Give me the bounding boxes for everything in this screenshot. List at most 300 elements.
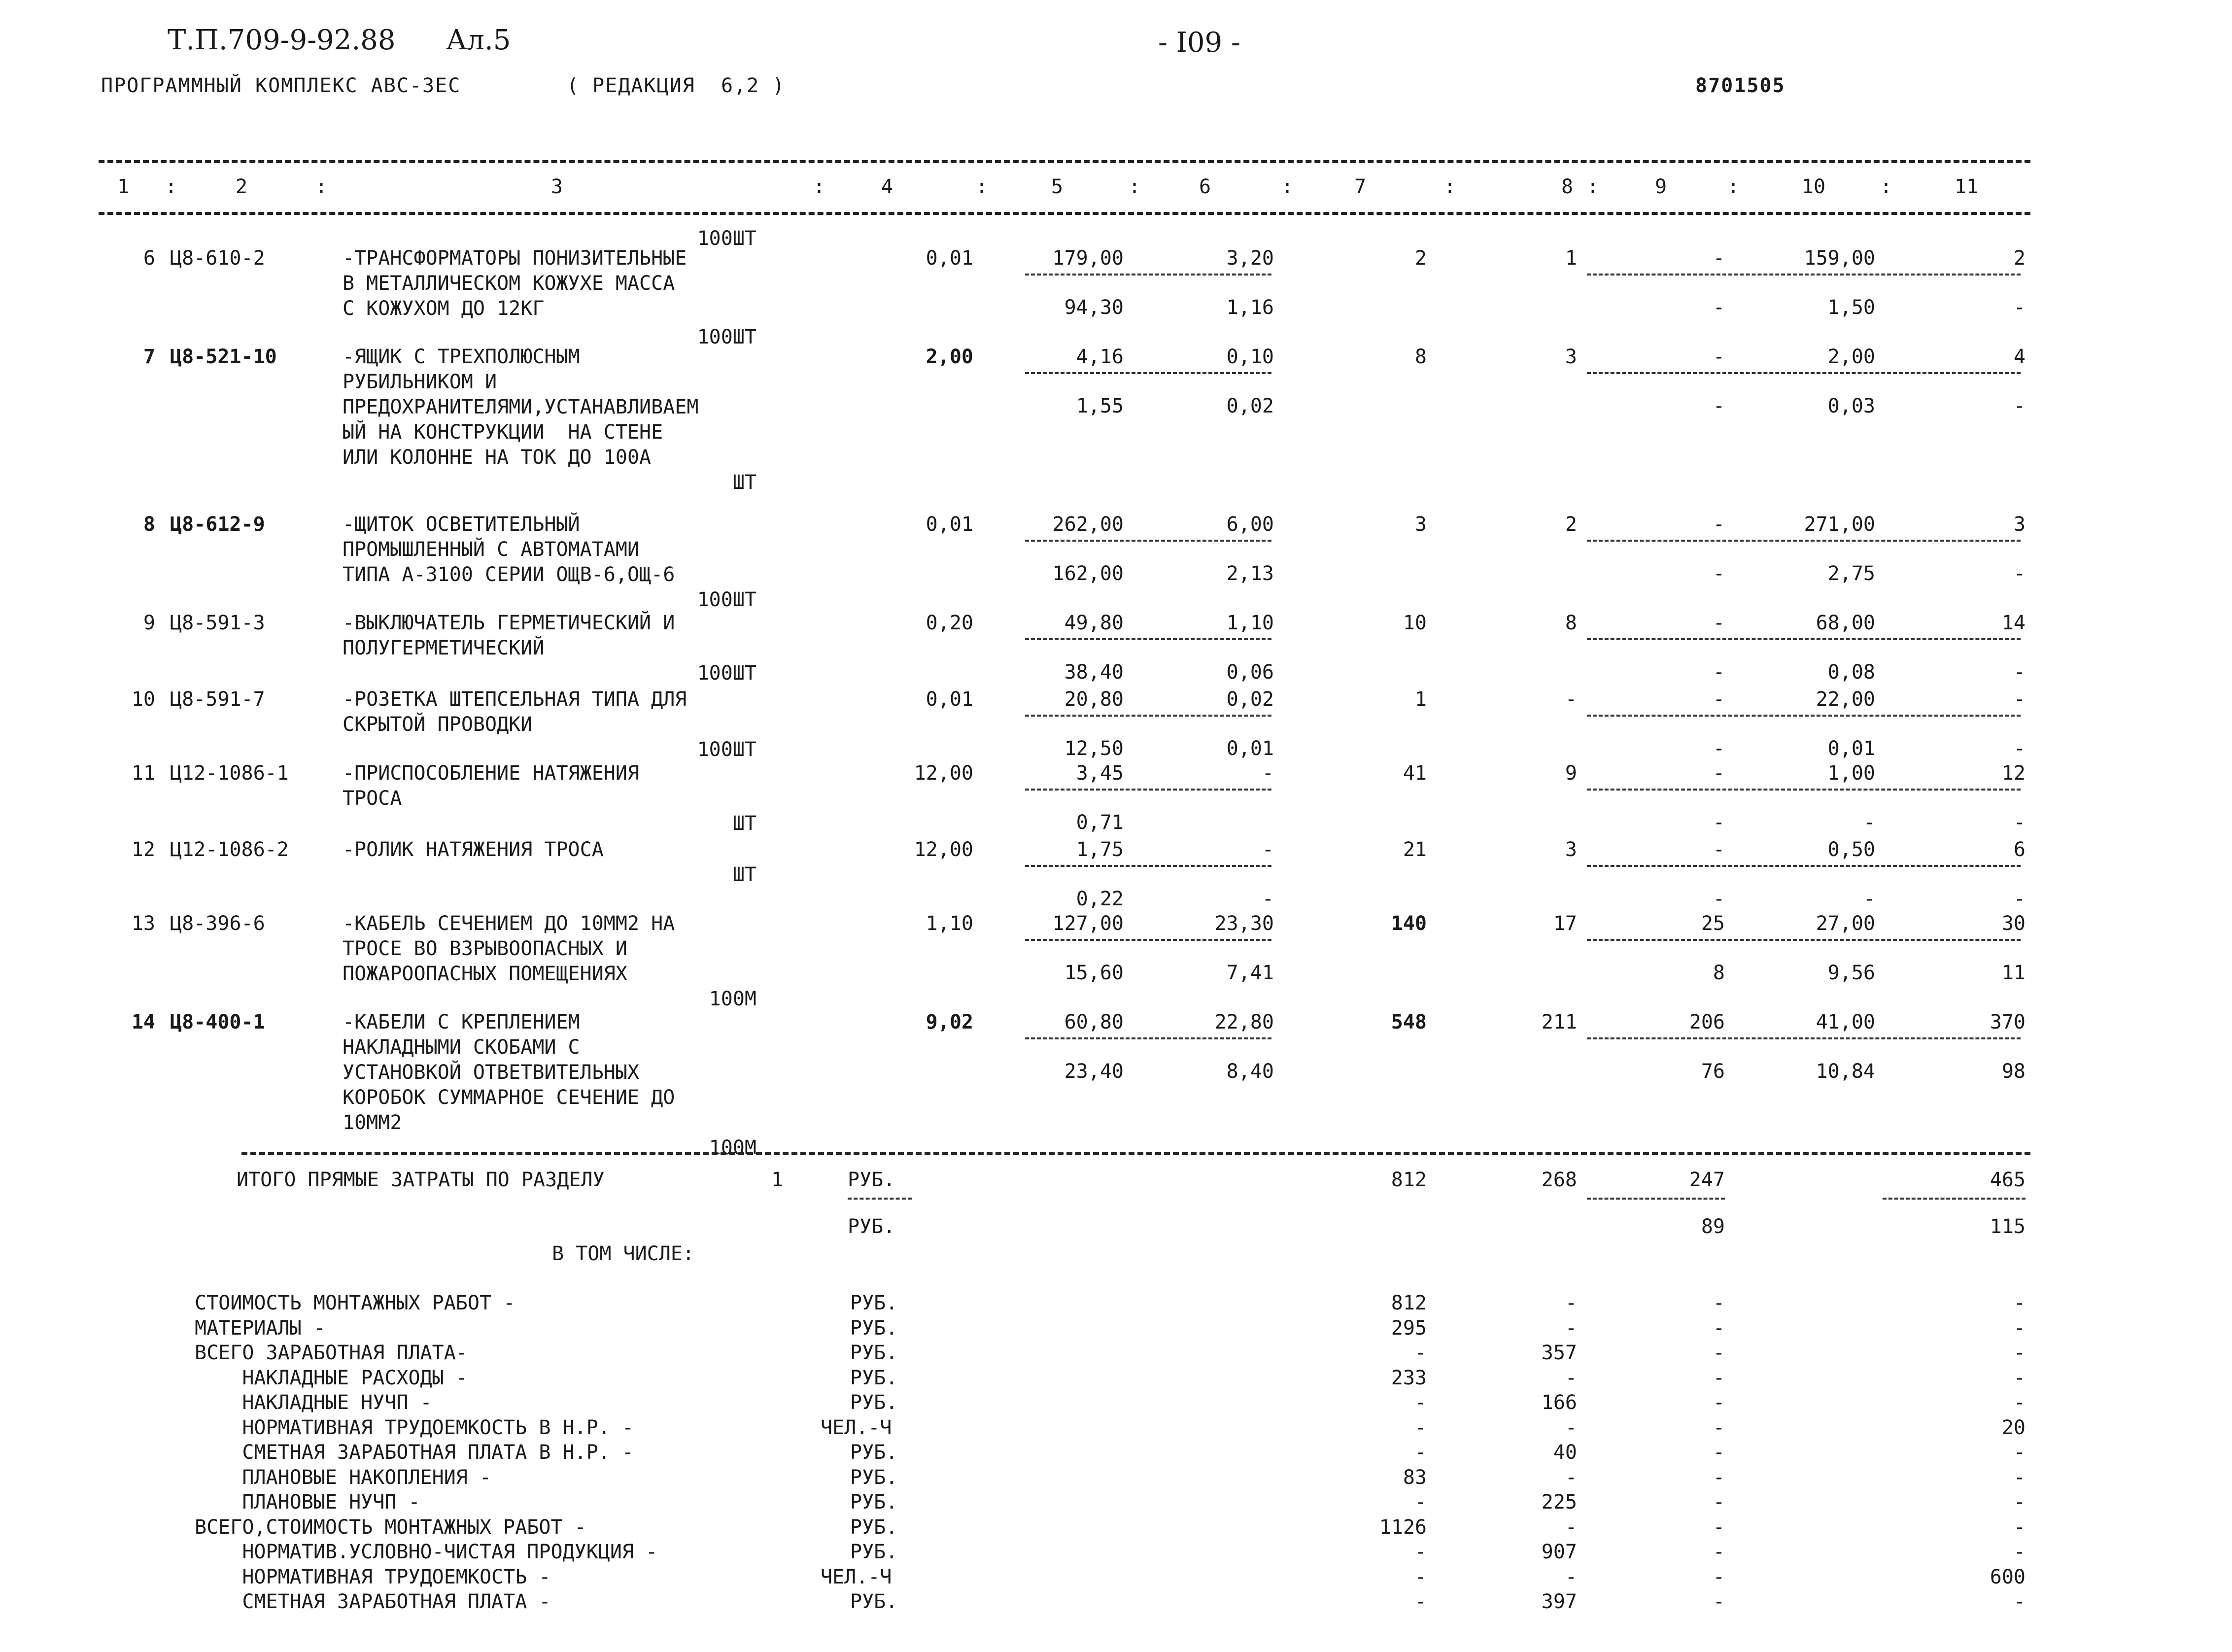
description-line: ЫЙ НА КОНСТРУКЦИИ НА СТЕНЕ: [343, 421, 663, 444]
summary-label: НОРМАТИВНАЯ ТРУДОЕМКОСТЬ В Н.Р. -: [195, 1416, 634, 1439]
summary-unit: РУБ.: [850, 1491, 898, 1514]
cell-col11-top: 3: [2013, 513, 2026, 536]
totals-section: 1: [771, 1169, 784, 1191]
totals-col9-top: 247: [1689, 1169, 1725, 1191]
unit-label: 100ШТ: [697, 662, 756, 685]
summary-unit: ЧЕЛ.-Ч: [821, 1416, 892, 1439]
cell-col11-top: 6: [2013, 838, 2026, 861]
summary-col7: 1126: [1379, 1516, 1427, 1539]
table-top-rule: [99, 160, 2030, 163]
cell-col5-bottom: 15,60: [1064, 962, 1124, 984]
row-number: 7: [143, 345, 155, 368]
cell-col9-bottom: -: [1713, 562, 1725, 585]
cell-col9-top: -: [1713, 345, 1725, 368]
summary-col9: -: [1713, 1541, 1725, 1563]
summary-col11: -: [2013, 1541, 2026, 1563]
cell-col9-bottom: -: [1713, 395, 1725, 417]
cell-quantity: 12,00: [914, 762, 973, 785]
summary-col8: 357: [1541, 1342, 1577, 1364]
cell-divider: [1587, 540, 2021, 542]
cell-col5-bottom: 12,50: [1064, 737, 1124, 760]
column-separator: :: [1444, 175, 1456, 198]
totals-unit: РУБ.: [848, 1215, 895, 1238]
summary-unit: РУБ.: [850, 1541, 898, 1563]
cell-col8: 8: [1565, 612, 1577, 634]
cell-quantity: 0,20: [926, 612, 973, 634]
row-number: 8: [143, 513, 155, 536]
cell-col11-top: -: [2013, 688, 2026, 711]
cell-col10-bottom: -: [1863, 811, 1875, 834]
summary-label: СМЕТНАЯ ЗАРАБОТНАЯ ПЛАТА В Н.Р. -: [195, 1441, 634, 1464]
summary-col9: -: [1713, 1516, 1725, 1539]
summary-col8: 397: [1541, 1590, 1577, 1613]
cell-col10-top: 159,00: [1804, 247, 1875, 270]
cell-col6-top: 3,20: [1226, 247, 1274, 270]
cell-col7: 8: [1414, 345, 1427, 368]
summary-col11: -: [2013, 1491, 2026, 1514]
summary-col8: -: [1565, 1516, 1577, 1539]
cell-col6-bottom: 0,06: [1226, 661, 1274, 684]
row-number: 14: [131, 1011, 155, 1033]
description-line: ИЛИ КОЛОННЕ НА ТОК ДО 100А: [343, 446, 652, 469]
row-number: 6: [143, 247, 155, 270]
cell-col6-top: -: [1262, 838, 1274, 861]
summary-col7: 812: [1391, 1292, 1427, 1314]
summary-label: ВСЕГО,СТОИМОСТЬ МОНТАЖНЫХ РАБОТ -: [195, 1516, 586, 1539]
summary-label: СМЕТНАЯ ЗАРАБОТНАЯ ПЛАТА -: [195, 1590, 551, 1613]
cell-col9-top: -: [1713, 838, 1725, 861]
cell-col7: 1: [1414, 688, 1427, 711]
cell-col5-top: 1,75: [1076, 838, 1124, 861]
summary-col7: -: [1414, 1491, 1427, 1514]
cell-col8: 9: [1565, 762, 1577, 785]
cell-col10-bottom: 0,01: [1827, 737, 1875, 760]
cell-col7: 41: [1403, 762, 1427, 785]
summary-unit: РУБ.: [850, 1342, 898, 1364]
row-number: 12: [131, 838, 155, 861]
cell-divider: [1587, 372, 2021, 374]
cell-col10-bottom: 1,50: [1827, 296, 1875, 319]
row-code: Ц8-612-9: [170, 513, 265, 536]
description-line: ПРОМЫШЛЕННЫЙ С АВТОМАТАМИ: [343, 538, 640, 561]
column-number: 7: [1354, 175, 1367, 198]
summary-col11: 600: [1990, 1566, 2026, 1588]
description-line: ПРЕДОХРАНИТЕЛЯМИ,УСТАНАВЛИВАЕМ: [343, 396, 699, 418]
cell-col10-top: 27,00: [1816, 912, 1875, 935]
cell-col7: 21: [1403, 838, 1427, 861]
description-line: ПОЖАРООПАСНЫХ ПОМЕЩЕНИЯХ: [343, 963, 627, 985]
summary-col8: 40: [1553, 1441, 1577, 1464]
summary-col7: -: [1414, 1566, 1427, 1588]
cell-divider: [1025, 789, 1271, 791]
summary-unit: РУБ.: [850, 1441, 898, 1464]
cell-divider: [1587, 865, 2021, 867]
cell-col6-bottom: 0,02: [1226, 395, 1274, 417]
summary-col11: -: [2013, 1292, 2026, 1314]
row-code: Ц8-591-3: [170, 612, 265, 634]
summary-col8: -: [1565, 1367, 1577, 1389]
summary-unit: РУБ.: [850, 1292, 898, 1314]
column-number: 9: [1654, 175, 1667, 198]
cell-col8: -: [1565, 688, 1577, 711]
column-number: 6: [1199, 175, 1211, 198]
summary-col9: -: [1713, 1590, 1725, 1613]
cell-quantity: 1,10: [926, 912, 973, 935]
totals-col8: 268: [1541, 1169, 1577, 1191]
cell-col5-bottom: 23,40: [1064, 1060, 1124, 1083]
cell-col9-bottom: -: [1713, 737, 1725, 760]
column-number: 11: [1954, 175, 1979, 198]
summary-col9: -: [1713, 1317, 1725, 1340]
cell-col9-bottom: -: [1713, 661, 1725, 684]
cell-col9-bottom: -: [1713, 296, 1725, 319]
cell-col11-bottom: -: [2013, 888, 2026, 910]
row-code: Ц8-396-6: [170, 912, 265, 935]
document-code: 8701505: [1695, 74, 1786, 97]
cell-col11-bottom: -: [2013, 395, 2026, 417]
summary-col9: -: [1713, 1466, 1725, 1489]
totals-col11-bottom: 115: [1990, 1215, 2026, 1238]
cell-col7: 140: [1391, 912, 1427, 935]
column-number: 2: [235, 175, 248, 198]
cell-col8: 2: [1565, 513, 1577, 536]
cell-col8: 3: [1565, 838, 1577, 861]
summary-col11: -: [2013, 1590, 2026, 1613]
cell-col11-bottom: -: [2013, 737, 2026, 760]
cell-col6-top: 23,30: [1214, 912, 1274, 935]
cell-divider: [1587, 789, 2021, 791]
summary-col9: -: [1713, 1441, 1725, 1464]
description-line: -ПРИСПОСОБЛЕНИЕ НАТЯЖЕНИЯ: [343, 762, 640, 785]
column-separator: :: [976, 175, 988, 198]
summary-col7: -: [1414, 1590, 1427, 1613]
row-number: 9: [143, 612, 155, 634]
cell-col11-bottom: -: [2013, 296, 2026, 319]
cell-col5-top: 262,00: [1052, 513, 1124, 536]
summary-col9: -: [1713, 1367, 1725, 1389]
cell-col10-top: 22,00: [1816, 688, 1875, 711]
cell-col7: 548: [1391, 1011, 1427, 1033]
description-line: -РОЗЕТКА ШТЕПСЕЛЬНАЯ ТИПА ДЛЯ: [343, 688, 687, 711]
summary-col11: -: [2013, 1391, 2026, 1414]
cell-divider: [1587, 638, 2021, 640]
summary-col7: -: [1414, 1391, 1427, 1414]
cell-col5-bottom: 1,55: [1076, 395, 1124, 417]
column-separator: :: [1880, 175, 1892, 198]
unit-label: 100ШТ: [697, 588, 756, 611]
cell-col6-bottom: 0,01: [1226, 737, 1274, 760]
unit-label: 100М: [709, 988, 756, 1010]
totals-col11-top: 465: [1990, 1169, 2026, 1191]
cell-col10-bottom: 0,08: [1827, 661, 1875, 684]
cell-col9-bottom: -: [1713, 811, 1725, 834]
column-separator: :: [1281, 175, 1294, 198]
row-code: Ц8-591-7: [170, 688, 265, 711]
cell-col8: 17: [1553, 912, 1577, 935]
cell-col10-top: 41,00: [1816, 1011, 1875, 1033]
summary-col11: -: [2013, 1516, 2026, 1539]
cell-col9-bottom: 76: [1701, 1060, 1725, 1083]
description-line: -КАБЕЛЬ СЕЧЕНИЕМ ДО 10ММ2 НА: [343, 912, 675, 935]
unit-label: 100ШТ: [697, 227, 756, 250]
cell-col11-top: 4: [2013, 345, 2026, 368]
summary-label: МАТЕРИАЛЫ -: [195, 1317, 325, 1340]
cell-col5-bottom: 0,71: [1076, 811, 1124, 834]
summary-col9: -: [1713, 1292, 1725, 1314]
summary-col11: 20: [2001, 1416, 2026, 1439]
summary-col8: 225: [1541, 1491, 1577, 1514]
cell-col10-bottom: 10,84: [1816, 1060, 1875, 1083]
cell-col10-bottom: 9,56: [1827, 962, 1875, 984]
cell-col6-bottom: 8,40: [1226, 1060, 1274, 1083]
doc-reference: Т.П.709-9-92.88: [168, 24, 396, 56]
cell-col8: 211: [1541, 1011, 1577, 1033]
cell-col6-top: 1,10: [1226, 612, 1274, 634]
description-line: -ЯЩИК С ТРЕХПОЛЮСНЫМ: [343, 345, 580, 368]
summary-col7: -: [1414, 1441, 1427, 1464]
cell-col10-top: 2,00: [1827, 345, 1875, 368]
summary-col9: -: [1713, 1391, 1725, 1414]
column-number: 4: [881, 175, 893, 198]
including-label: В ТОМ ЧИСЛЕ:: [552, 1242, 694, 1265]
totals-col7: 812: [1391, 1169, 1427, 1191]
column-number: 3: [550, 175, 563, 198]
cell-divider: [1025, 540, 1271, 542]
cell-divider: [1587, 1037, 2021, 1039]
unit-label: ШТ: [732, 812, 756, 835]
summary-col11: -: [2013, 1342, 2026, 1364]
program-name: ПРОГРАММНЫЙ КОМПЛЕКС АВС-3ЕС: [101, 74, 461, 97]
cell-divider: [1587, 1198, 1725, 1200]
description-line: 10ММ2: [343, 1111, 402, 1134]
cell-col5-top: 60,80: [1064, 1011, 1124, 1033]
program-edition: ( РЕДАКЦИЯ 6,2 ): [567, 74, 786, 97]
cell-col11-top: 30: [2001, 912, 2026, 935]
summary-unit: РУБ.: [850, 1391, 898, 1414]
cell-col7: 10: [1403, 612, 1427, 634]
summary-col7: -: [1414, 1416, 1427, 1439]
summary-col8: -: [1565, 1566, 1577, 1588]
cell-col7: 2: [1414, 247, 1427, 270]
summary-col7: -: [1414, 1541, 1427, 1563]
summary-col8: -: [1565, 1466, 1577, 1489]
description-line: -РОЛИК НАТЯЖЕНИЯ ТРОСА: [343, 838, 604, 861]
summary-label: НОРМАТИВ.УСЛОВНО-ЧИСТАЯ ПРОДУКЦИЯ -: [195, 1541, 658, 1563]
summary-col8: -: [1565, 1292, 1577, 1314]
totals-label: ИТОГО ПРЯМЫЕ ЗАТРАТЫ ПО РАЗДЕЛУ: [237, 1169, 605, 1191]
description-line: -ТРАНСФОРМАТОРЫ ПОНИЗИТЕЛЬНЫЕ: [343, 247, 687, 270]
cell-col9-top: -: [1713, 762, 1725, 785]
summary-label: ПЛАНОВЫЕ НАКОПЛЕНИЯ -: [195, 1466, 492, 1489]
totals-rule: [241, 1152, 2030, 1155]
cell-col9-bottom: -: [1713, 888, 1725, 910]
summary-col11: -: [2013, 1317, 2026, 1340]
summary-label: НАКЛАДНЫЕ НУЧП -: [195, 1391, 432, 1414]
cell-col10-bottom: 2,75: [1827, 562, 1875, 585]
summary-unit: РУБ.: [850, 1367, 898, 1389]
cell-divider: [1587, 939, 2021, 941]
cell-quantity: 9,02: [926, 1011, 973, 1033]
summary-label: НАКЛАДНЫЕ РАСХОДЫ -: [195, 1367, 468, 1389]
cell-col6-top: 0,02: [1226, 688, 1274, 711]
cell-col5-top: 127,00: [1052, 912, 1124, 935]
cell-divider: [1025, 939, 1271, 941]
cell-divider: [1025, 372, 1271, 374]
cell-col5-top: 3,45: [1076, 762, 1124, 785]
summary-col7: 233: [1391, 1367, 1427, 1389]
totals-col9-bottom: 89: [1701, 1215, 1725, 1238]
column-separator: :: [813, 175, 825, 198]
summary-label: СТОИМОСТЬ МОНТАЖНЫХ РАБОТ -: [195, 1292, 515, 1314]
cell-col5-top: 20,80: [1064, 688, 1124, 711]
cell-col6-top: 22,80: [1214, 1011, 1274, 1033]
cell-col9-bottom: 8: [1713, 962, 1725, 984]
cell-col8: 3: [1565, 345, 1577, 368]
cell-col10-bottom: -: [1863, 888, 1875, 910]
cell-quantity: 0,01: [926, 513, 973, 536]
description-line: УСТАНОВКОЙ ОТВЕТВИТЕЛЬНЫХ: [343, 1061, 640, 1084]
description-line: ТРОСЕ ВО ВЗРЫВООПАСНЫХ И: [343, 937, 627, 960]
summary-unit: РУБ.: [850, 1590, 898, 1613]
summary-label: НОРМАТИВНАЯ ТРУДОЕМКОСТЬ -: [195, 1566, 551, 1588]
description-line: С КОЖУХОМ ДО 12КГ: [343, 297, 545, 320]
cell-col11-bottom: -: [2013, 811, 2026, 834]
summary-col7: 295: [1391, 1317, 1427, 1340]
description-line: РУБИЛЬНИКОМ И: [343, 371, 497, 393]
page-number: - I09 -: [1158, 27, 1240, 59]
summary-label: ПЛАНОВЫЕ НУЧП -: [195, 1491, 420, 1514]
cell-col6-top: 6,00: [1226, 513, 1274, 536]
unit-label: 100ШТ: [697, 738, 756, 761]
summary-col9: -: [1713, 1342, 1725, 1364]
row-number: 10: [131, 688, 155, 711]
cell-col5-top: 179,00: [1052, 247, 1124, 270]
cell-quantity: 12,00: [914, 838, 973, 861]
cell-col6-top: -: [1262, 762, 1274, 785]
column-separator: :: [315, 175, 328, 198]
cell-col9-top: -: [1713, 513, 1725, 536]
row-code: Ц12-1086-2: [170, 838, 289, 861]
cell-col11-bottom: 11: [2001, 962, 2026, 984]
cell-col5-bottom: 0,22: [1076, 888, 1124, 910]
cell-col10-bottom: 0,03: [1827, 395, 1875, 417]
cell-col9-top: -: [1713, 247, 1725, 270]
cell-col5-bottom: 162,00: [1052, 562, 1124, 585]
cell-col11-top: 12: [2001, 762, 2026, 785]
unit-label: ШТ: [732, 471, 756, 494]
cell-col6-bottom: 1,16: [1226, 296, 1274, 319]
column-separator: :: [165, 175, 177, 198]
cell-quantity: 2,00: [926, 345, 973, 368]
cell-divider: [1025, 638, 1271, 640]
summary-unit: РУБ.: [850, 1516, 898, 1539]
row-code: Ц12-1086-1: [170, 762, 289, 785]
summary-col11: -: [2013, 1441, 2026, 1464]
description-line: -ЩИТОК ОСВЕТИТЕЛЬНЫЙ: [343, 513, 580, 536]
cell-col11-bottom: -: [2013, 562, 2026, 585]
summary-col9: -: [1713, 1566, 1725, 1588]
cell-quantity: 0,01: [926, 688, 973, 711]
cell-divider: [1025, 1037, 1271, 1039]
unit-label: ШТ: [732, 863, 756, 886]
cell-col11-top: 370: [1990, 1011, 2026, 1033]
cell-col10-top: 271,00: [1804, 513, 1875, 536]
cell-col10-top: 0,50: [1827, 838, 1875, 861]
cell-col11-bottom: -: [2013, 661, 2026, 684]
column-separator: :: [1129, 175, 1141, 198]
summary-col7: -: [1414, 1342, 1427, 1364]
summary-col8: -: [1565, 1317, 1577, 1340]
cell-col5-bottom: 38,40: [1064, 661, 1124, 684]
cell-divider: [1587, 715, 2021, 717]
description-line: ТИПА А-3100 СЕРИИ ОЩВ-6,ОЩ-6: [343, 563, 675, 586]
summary-unit: ЧЕЛ.-Ч: [821, 1566, 892, 1588]
description-line: ПОЛУГЕРМЕТИЧЕСКИЙ: [343, 637, 545, 659]
cell-divider: [1025, 274, 1271, 275]
description-line: КОРОБОК СУММАРНОЕ СЕЧЕНИЕ ДО: [343, 1086, 675, 1109]
row-number: 13: [131, 912, 155, 935]
description-line: В МЕТАЛЛИЧЕСКОМ КОЖУХЕ МАССА: [343, 272, 675, 295]
row-code: Ц8-521-10: [170, 345, 277, 368]
column-number: 8: [1561, 175, 1574, 198]
cell-col9-top: -: [1713, 612, 1725, 634]
album-label: Ал.5: [446, 24, 511, 56]
unit-label: 100М: [709, 1136, 756, 1159]
cell-col6-bottom: -: [1262, 888, 1274, 910]
summary-col8: 907: [1541, 1541, 1577, 1563]
description-line: -ВЫКЛЮЧАТЕЛЬ ГЕРМЕТИЧЕСКИЙ И: [343, 612, 675, 634]
cell-col5-bottom: 94,30: [1064, 296, 1124, 319]
cell-col6-bottom: 2,13: [1226, 562, 1274, 585]
summary-col11: -: [2013, 1466, 2026, 1489]
cell-col10-top: 1,00: [1827, 762, 1875, 785]
row-code: Ц8-400-1: [170, 1011, 265, 1033]
cell-divider: [1025, 715, 1271, 717]
column-number: 10: [1801, 175, 1826, 198]
summary-col8: 166: [1541, 1391, 1577, 1414]
column-number: 1: [117, 175, 130, 198]
cell-col5-top: 4,16: [1076, 345, 1124, 368]
description-line: ТРОСА: [343, 787, 402, 810]
cell-col6-top: 0,10: [1226, 345, 1274, 368]
cell-col9-top: 206: [1689, 1011, 1725, 1033]
cell-divider: [848, 1198, 912, 1200]
cell-col11-bottom: 98: [2001, 1060, 2026, 1083]
totals-unit: РУБ.: [848, 1169, 895, 1191]
summary-unit: РУБ.: [850, 1466, 898, 1489]
column-separator: :: [1727, 175, 1740, 198]
summary-unit: РУБ.: [850, 1317, 898, 1340]
column-number: 5: [1051, 175, 1064, 198]
cell-divider: [1883, 1198, 2026, 1200]
description-line: -КАБЕЛИ С КРЕПЛЕНИЕМ: [343, 1011, 580, 1033]
cell-col9-top: -: [1713, 688, 1725, 711]
column-separator: :: [1587, 175, 1599, 198]
table-header-rule: [99, 212, 2030, 215]
summary-col11: -: [2013, 1367, 2026, 1389]
summary-col8: -: [1565, 1416, 1577, 1439]
cell-divider: [1025, 865, 1271, 867]
cell-col8: 1: [1565, 247, 1577, 270]
cell-divider: [1587, 274, 2021, 275]
description-line: СКРЫТОЙ ПРОВОДКИ: [343, 713, 533, 736]
unit-label: 100ШТ: [697, 326, 756, 348]
cell-col6-bottom: 7,41: [1226, 962, 1274, 984]
cell-col5-top: 49,80: [1064, 612, 1124, 634]
description-line: НАКЛАДНЫМИ СКОБАМИ С: [343, 1036, 580, 1059]
cell-col9-top: 25: [1701, 912, 1725, 935]
summary-col9: -: [1713, 1491, 1725, 1514]
